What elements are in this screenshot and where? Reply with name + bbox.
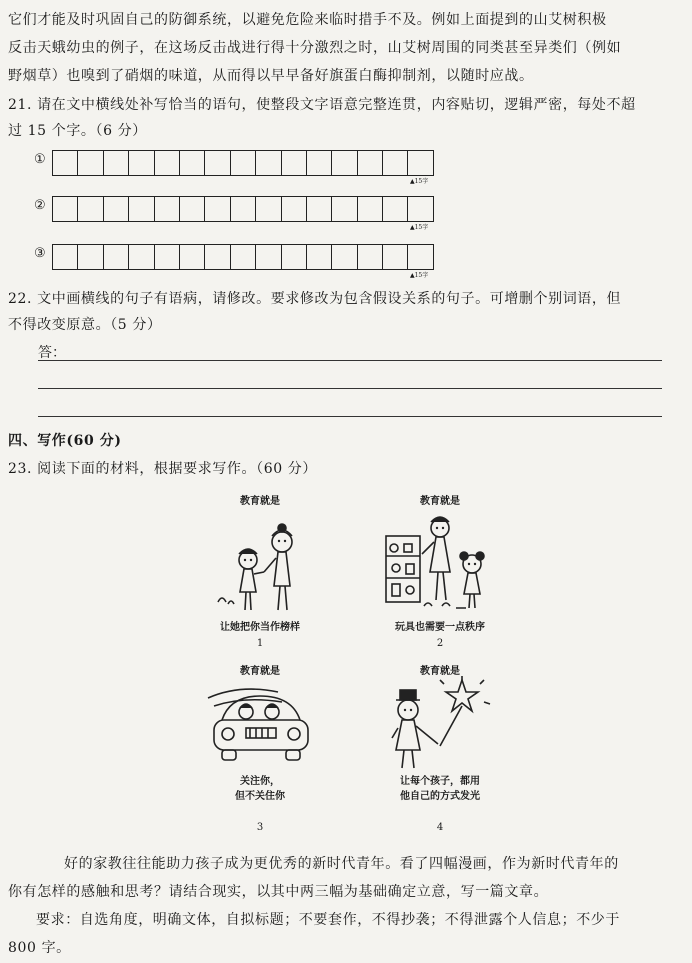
- comic-title: 教育就是: [240, 666, 280, 677]
- question-22-text: 22. 文中画横线的句子有语病，请修改。要求修改为包含假设关系的句子。可增删个别词语，但: [8, 291, 622, 307]
- comic-panel-3: [180, 662, 340, 833]
- question-21-text-cont: 过 15 个字。（6 分）: [8, 123, 147, 139]
- caption-line: 关注你，: [240, 776, 280, 787]
- answer-label: 答：: [38, 345, 66, 361]
- caption-line: 他自己的方式发光: [400, 791, 480, 802]
- char-limit-label: ▲15字: [410, 224, 429, 231]
- grid-number: ②: [34, 198, 46, 213]
- comic-number: 4: [436, 822, 444, 833]
- comic-title: 教育就是: [240, 496, 280, 507]
- material-paragraph: [8, 850, 684, 906]
- intro-line: 野烟草）也嗅到了硝烟的味道，从而得以早早备好旗蛋白酶抑制剂，以随时应战。: [8, 68, 534, 84]
- comic-caption: [360, 774, 520, 804]
- answer-line[interactable]: [38, 388, 662, 389]
- comic-number: 1: [256, 638, 264, 649]
- comic-title: 教育就是: [420, 666, 460, 677]
- section-heading: 四、写作(60 分): [8, 433, 122, 449]
- intro-paragraph: [8, 6, 684, 90]
- caption-line: 让她把你当作榜样: [220, 622, 300, 633]
- material-line: 你有怎样的感触和思考？请结合现实，以其中两三幅为基础确定立意，写一篇文章。: [8, 884, 549, 900]
- caption-line: 让每个孩子，都用: [400, 776, 480, 787]
- comic-number: 3: [256, 822, 264, 833]
- comic-number: 2: [436, 638, 444, 649]
- comic-title: 教育就是: [420, 496, 460, 507]
- question-23-prompt: 23. 阅读下面的材料，根据要求写作。（60 分）: [8, 461, 317, 477]
- comic-illustration-magic-wand: [380, 676, 500, 772]
- question-21-text: 21. 请在文中横线处补写恰当的语句，使整段文字语意完整连贯，内容贴切，逻辑严密，每处不超: [8, 97, 636, 113]
- grid-boxes[interactable]: [52, 150, 434, 176]
- requirements-paragraph: [8, 906, 684, 962]
- requirement-line: 800 字。: [8, 940, 71, 956]
- question-22: [8, 286, 684, 338]
- comic-illustration-role-model: [200, 506, 320, 616]
- char-limit-label: ▲15字: [410, 272, 429, 279]
- material-line: 好的家教往往能助力孩子成为更优秀的新时代青年。看了四幅漫画，作为新时代青年的: [64, 856, 619, 872]
- comic-panel-4: [360, 662, 520, 833]
- comic-caption: [360, 620, 520, 635]
- question-21: [8, 92, 684, 144]
- comic-caption: [180, 774, 340, 804]
- comic-panel-2: [360, 492, 520, 652]
- intro-line: 反击天蛾幼虫的例子，在这场反击战进行得十分激烈之时，山艾树周围的同类甚至异类们（例如: [8, 40, 622, 56]
- caption-line: 玩具也需要一点秩序: [395, 622, 485, 633]
- comic-illustration-car: [200, 676, 320, 772]
- grid-boxes[interactable]: [52, 244, 434, 270]
- requirement-line: 要求：自选角度，明确文体，自拟标题；不要套作，不得抄袭；不得泄露个人信息；不少于: [36, 912, 620, 928]
- comic-panel-1: [180, 492, 340, 652]
- intro-line: 它们才能及时巩固自己的防御系统，以避免危险来临时措手不及。例如上面提到的山艾树积极: [8, 12, 607, 28]
- char-limit-label: ▲15字: [410, 178, 429, 185]
- comic-caption: [180, 620, 340, 635]
- grid-number: ①: [34, 152, 46, 167]
- grid-boxes[interactable]: [52, 196, 434, 222]
- answer-line[interactable]: [38, 360, 662, 361]
- comic-illustration-toy-shelf: [380, 506, 500, 616]
- grid-number: ③: [34, 246, 46, 261]
- answer-line[interactable]: [38, 416, 662, 417]
- question-22-text-cont: 不得改变原意。（5 分）: [8, 317, 162, 333]
- caption-line: 但不关住你: [235, 791, 285, 802]
